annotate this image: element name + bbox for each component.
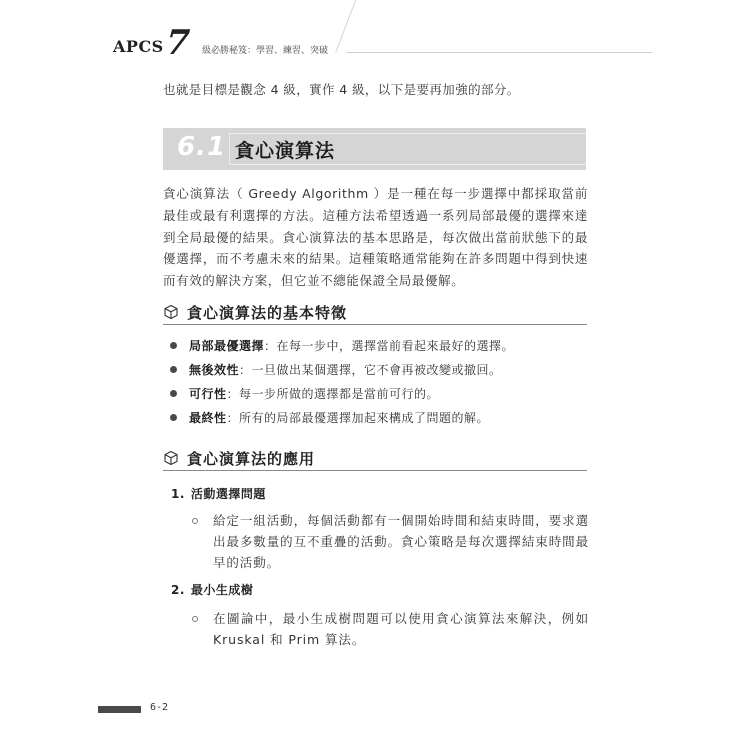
bullet-dot-icon (170, 342, 177, 349)
application-title-text: 活動選擇問題 (190, 487, 266, 501)
applications-heading-text: 貪心演算法的應用 (187, 449, 316, 468)
application-title (171, 581, 253, 598)
bullet-dot-icon (170, 366, 177, 373)
bullet-dot-icon (170, 390, 177, 397)
feature-term: 可行性 (189, 387, 227, 401)
hollow-bullet-icon (192, 616, 198, 622)
header-diagonal-line (335, 0, 357, 53)
brand-number: 7 (164, 23, 192, 63)
book-subtitle: 級必勝秘笈：學習、練習、突破 (202, 46, 329, 56)
application-title (171, 485, 266, 502)
cube-icon (163, 450, 179, 466)
feature-item (170, 409, 489, 426)
brand-prefix: APCS (113, 37, 164, 56)
feature-desc: ：在每一步中，選擇當前看起來最好的選擇。 (264, 339, 515, 353)
feature-term: 無後效性 (189, 363, 240, 377)
hollow-bullet-icon (192, 518, 198, 524)
footer-bar (98, 706, 141, 713)
applications-heading (163, 446, 587, 471)
feature-item (170, 337, 514, 354)
application-detail-text: 在圖論中，最小生成樹問題可以使用貪心演算法來解決，例如 Kruskal 和 Prim 算法。 (213, 611, 589, 647)
bullet-dot-icon (170, 414, 177, 421)
application-detail (192, 510, 589, 573)
application-detail-text: 給定一組活動，每個活動都有一個開始時間和結束時間，要求選出最多數量的互不重疊的活動。貪心策略是每次選擇結束時間最早的活動。 (213, 513, 589, 570)
features-heading (163, 300, 587, 325)
feature-item (170, 361, 502, 378)
section-title: 貪心演算法 (235, 140, 336, 162)
page-number: 6-2 (150, 702, 169, 713)
section-number: 6.1 (177, 132, 227, 162)
intro-text: 也就是目標是觀念 4 級，實作 4 級，以下是要再加強的部分。 (163, 82, 520, 97)
cube-icon (163, 304, 179, 320)
feature-item (170, 385, 439, 402)
feature-desc: ：一旦做出某個選擇，它不會再被改變或撤回。 (239, 363, 502, 377)
feature-term: 最終性 (189, 411, 227, 425)
features-heading-text: 貪心演算法的基本特徵 (187, 303, 348, 322)
feature-term: 局部最優選擇 (189, 339, 265, 353)
application-detail (192, 608, 589, 650)
header-rule (346, 52, 652, 53)
section-banner (163, 128, 586, 170)
application-title-text: 最小生成樹 (190, 583, 254, 597)
application-number: 1. (171, 487, 185, 501)
feature-desc: ：所有的局部最優選擇加起來構成了問題的解。 (226, 411, 490, 425)
feature-desc: ：每一步所做的選擇都是當前可行的。 (226, 387, 440, 401)
application-number: 2. (171, 583, 185, 597)
book-brand (113, 23, 193, 63)
section-paragraph: 貪心演算法（ Greedy Algorithm ）是一種在每一步選擇中都採取當前最佳或最有利選擇的方法。這種方法希望透過一系列局部最優的選擇來達到全局最優的結果。貪心演算法的基本思路是，每次做出當前狀態下的最優選擇，而不考慮未來的結果。這種策略通常能夠在許多問題中得到快速而有效的解決方案，但它並不總能保證全局最優解。 (163, 186, 588, 289)
